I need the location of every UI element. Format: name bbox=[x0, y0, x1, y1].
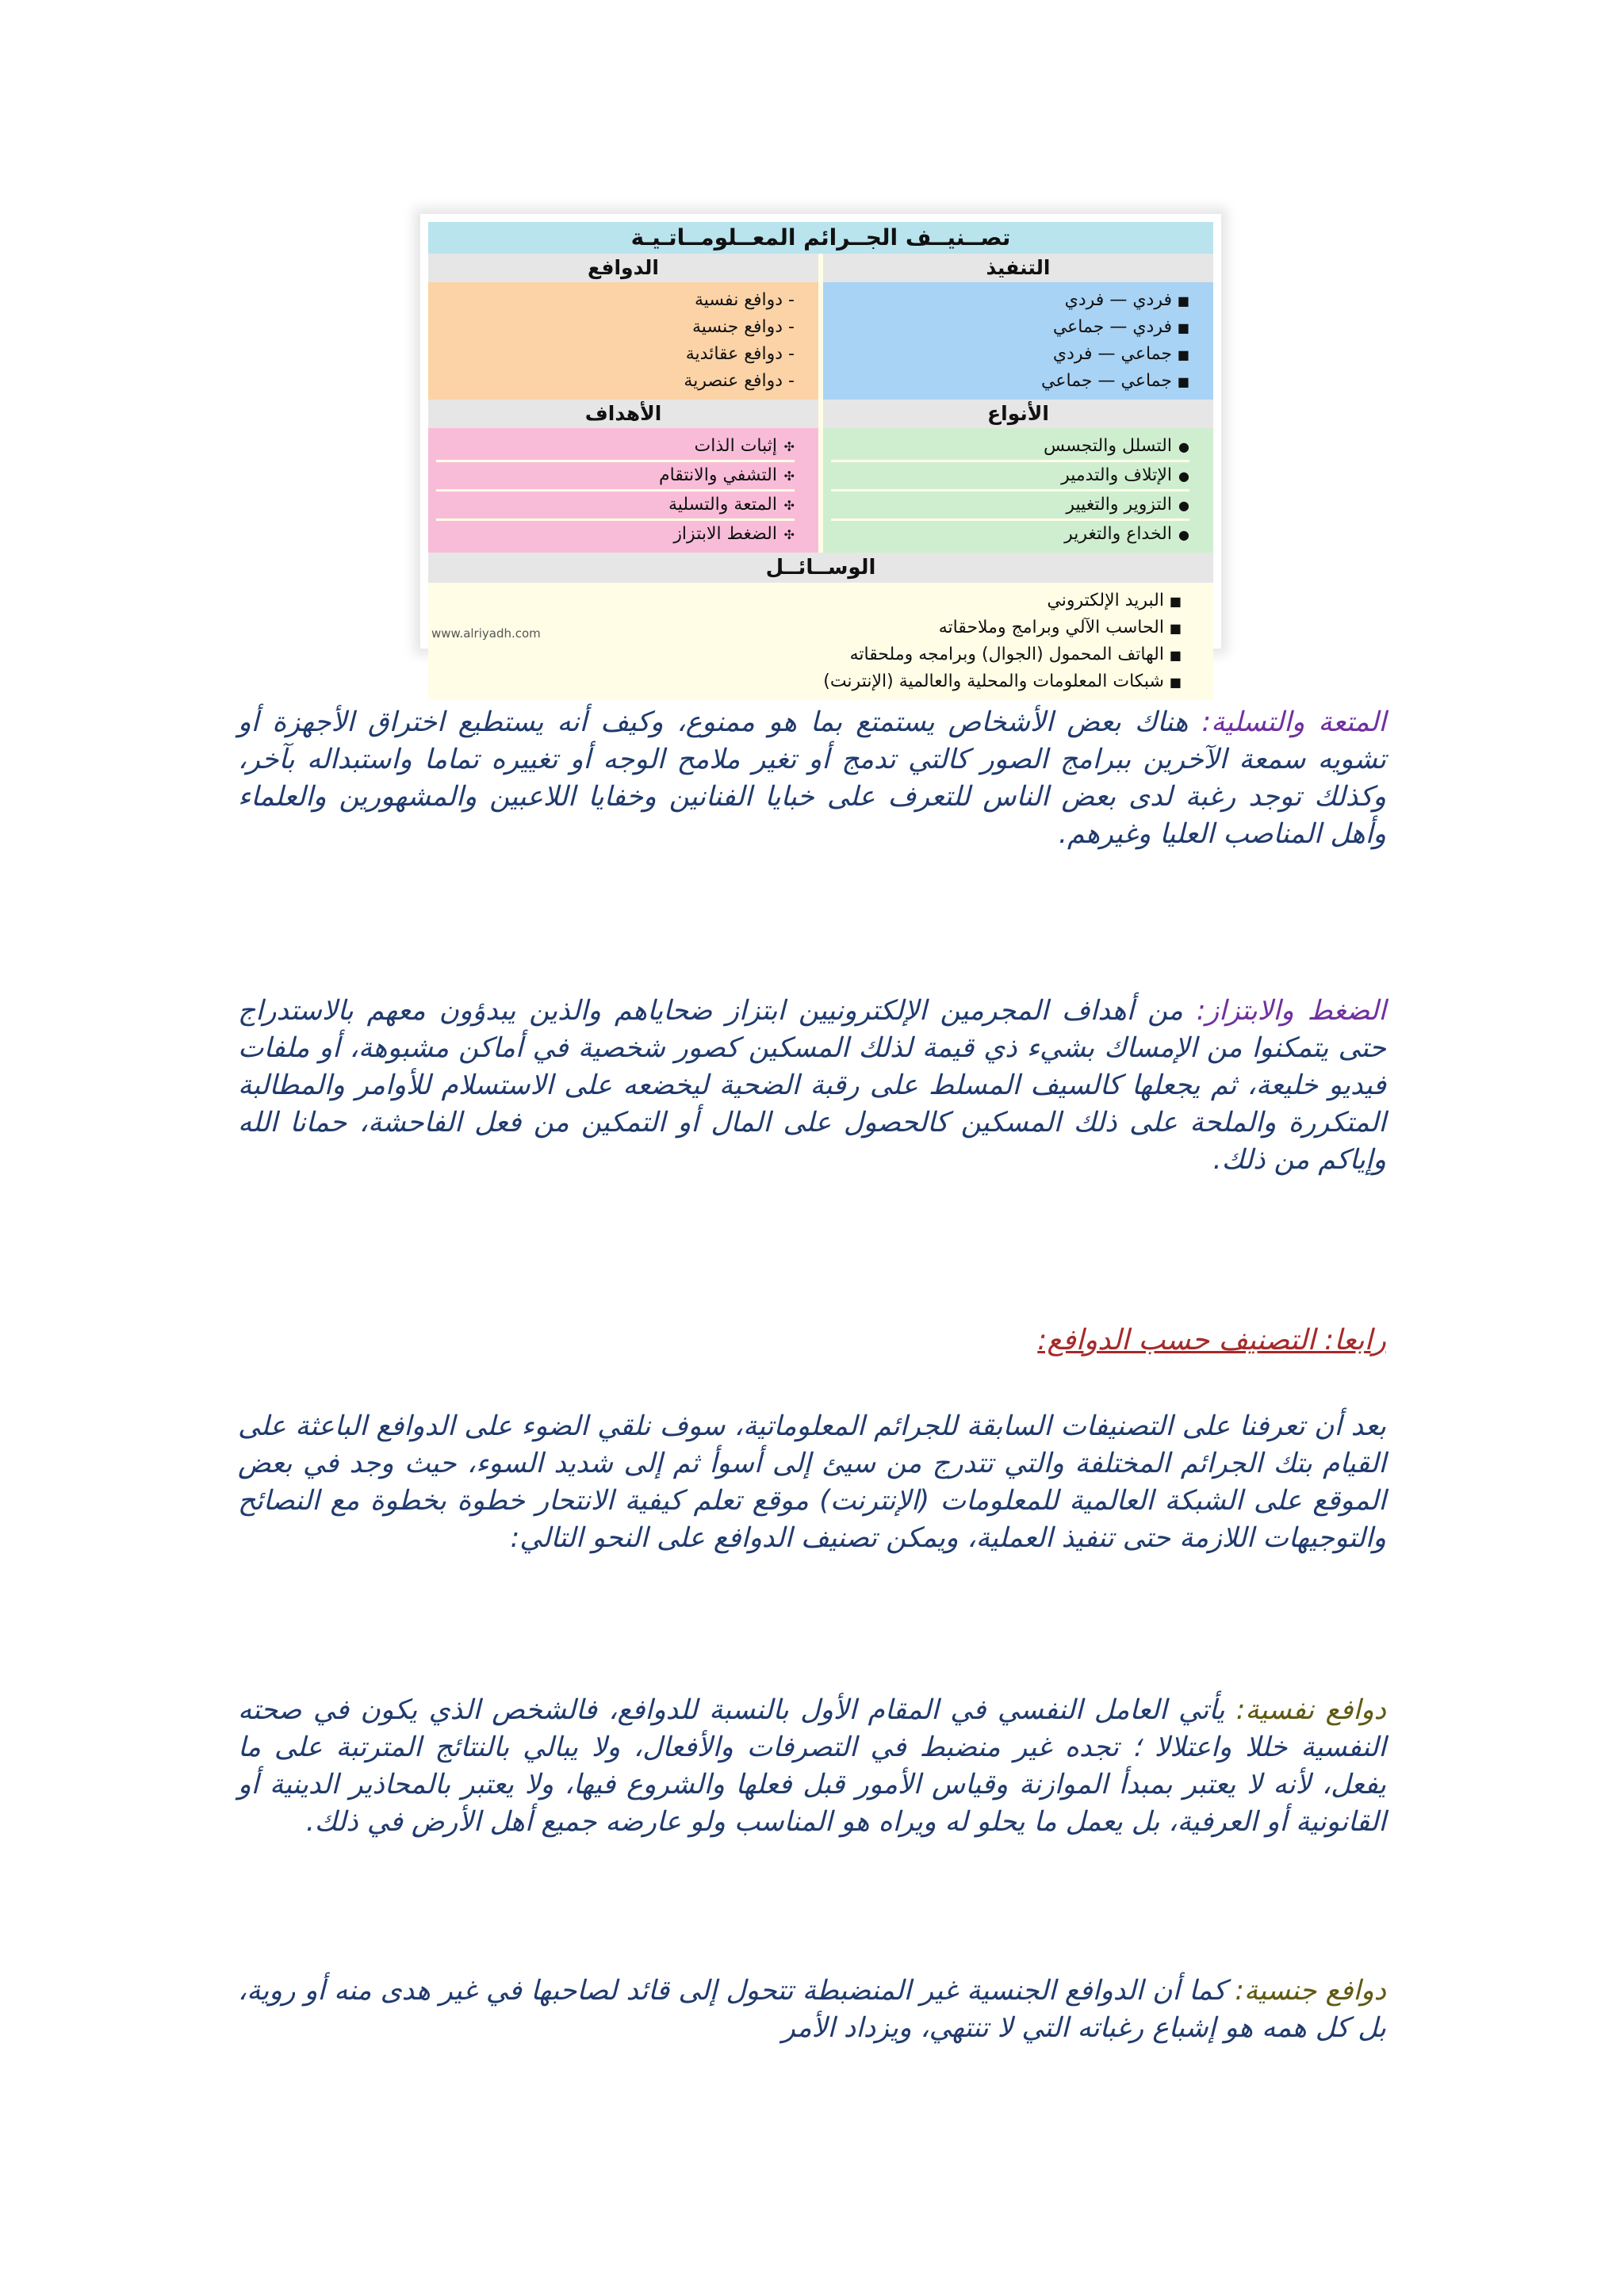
paragraph-body: هناك بعض الأشخاص يستمتع بما هو ممنوع، وكيف أنه يستطيع اختراق الأجهزة أو تشويه سمعة الآخرين ببرامج الصور كالتي تدمج أو تغير ملامح الوجه أو تغييره تماما واستبداله بآخر، وكذلك توجد رغبة لدى بعض الناس للتعرف على خبايا الفنانين وخفايا اللاعبين والمشهورين والعلماء وأهل المناصب العليا وغيرهم. bbox=[238, 706, 1386, 850]
paragraph-lead: دوافع نفسية: bbox=[1235, 1694, 1386, 1726]
motives-heading: الدوافع bbox=[428, 254, 818, 282]
paragraph-body: بعد أن تعرفنا على التصنيفات السابقة للجرائم المعلوماتية، سوف نلقي الضوء على الدوافع الباعثة على القيام بتك الجرائم المختلفة والتي تتدرج من سيئ إلى أسوأ ثم إلى شديد السوء، حيث وجد في بعض الموقع على الشبكة العالمية للمعلومات (الإنترنت) موقع تعلم كيفية الانتحار خطوة بخطوة مع النصائح والتوجيهات اللازمة حتى تنفيذ العملية، ويمكن تصنيف الدوافع على النحو التالي: bbox=[238, 1410, 1386, 1554]
list-item: ■فردي — فردي bbox=[831, 287, 1189, 314]
dot-bullet-icon: ● bbox=[1178, 439, 1189, 454]
square-bullet-icon: ■ bbox=[1177, 293, 1189, 308]
list-item: ■الهاتف المحمول (الجوال) وبرامجه وملحقاته bbox=[436, 641, 1182, 668]
list-item: ■البريد الإلكتروني bbox=[436, 587, 1182, 614]
list-item: ■فردي — جماعي bbox=[831, 314, 1189, 341]
figure-table bbox=[428, 222, 1213, 691]
execution-heading: التنفيذ bbox=[823, 254, 1213, 282]
figure-row-2 bbox=[428, 400, 1213, 553]
square-bullet-icon: ■ bbox=[1177, 347, 1189, 362]
paragraph-lead: دوافع جنسية: bbox=[1235, 1975, 1386, 2007]
list-item: ●الإتلاف والتدمير bbox=[831, 460, 1189, 489]
dot-bullet-icon: ● bbox=[1178, 498, 1189, 513]
list-item: ■شبكات المعلومات والمحلية والعالمية (الإنترنت) bbox=[436, 668, 1182, 695]
paragraph-lead: الضغط والابتزاز: bbox=[1196, 995, 1387, 1027]
goals-cell bbox=[428, 400, 823, 553]
list-item: - دوافع نفسية bbox=[695, 290, 795, 310]
list-item: ●الخداع والتغرير bbox=[831, 519, 1189, 548]
cross-bullet-icon: ✣ bbox=[783, 469, 795, 484]
figure-watermark: www.alriyadh.com bbox=[431, 626, 541, 641]
types-cell bbox=[823, 400, 1213, 553]
list-item: ■جماعي — فردي bbox=[831, 341, 1189, 368]
goals-list bbox=[428, 428, 818, 553]
section-heading: رابعا: التصنيف حسب الدوافع: bbox=[1037, 1324, 1386, 1357]
dot-bullet-icon: ● bbox=[1178, 527, 1189, 542]
execution-cell bbox=[823, 254, 1213, 400]
cross-bullet-icon: ✣ bbox=[783, 498, 795, 513]
list-item: ✣المتعة والتسلية bbox=[436, 489, 795, 519]
paragraph-body: من أهداف المجرمين الإلكترونيين ابتزاز ضحاياهم والذين يبدؤون معهم بالاستدراج حتى يتمكنوا من الإمساك بشيء ذي قيمة لذلك المسكين كصور شخصية في أماكن مشبوهة، أو ملفات فيديو خليعة، ثم يجعلها كالسيف المسلط على رقبة الضحية ليخضعه على الاستسلام للأوامر والمطالبة المتكررة والملحة على ذلك المسكين كالحصول على المال أو التمكين من فعل الفاحشة، حمانا الله وإياكم من ذلك. bbox=[238, 995, 1386, 1176]
cross-bullet-icon: ✣ bbox=[783, 439, 795, 454]
paragraph-intro-motives bbox=[238, 1408, 1386, 1557]
square-bullet-icon: ■ bbox=[1169, 675, 1182, 690]
paragraph-psychological bbox=[238, 1692, 1386, 1841]
paragraph-lead: المتعة والتسلية: bbox=[1201, 706, 1386, 738]
list-item: ●التزوير والتغيير bbox=[831, 489, 1189, 519]
means-list bbox=[428, 583, 1213, 700]
dot-bullet-icon: ● bbox=[1178, 469, 1189, 484]
square-bullet-icon: ■ bbox=[1169, 594, 1182, 609]
list-item: - دوافع عقائدية bbox=[685, 344, 795, 364]
figure-row-1 bbox=[428, 254, 1213, 400]
types-heading: الأنواع bbox=[823, 400, 1213, 428]
cross-bullet-icon: ✣ bbox=[783, 527, 795, 542]
list-item: ■الحاسب الآلي وبرامج وملاحقاته bbox=[436, 614, 1182, 641]
classification-figure bbox=[420, 214, 1221, 691]
paragraph-entertainment bbox=[238, 704, 1386, 853]
square-bullet-icon: ■ bbox=[1177, 320, 1189, 335]
paragraph-extortion bbox=[238, 993, 1386, 1179]
execution-list bbox=[823, 282, 1213, 400]
list-item: ■جماعي — جماعي bbox=[831, 368, 1189, 395]
figure-title: تصــنيــف الجــرائم المعــلومــاتـيـة bbox=[428, 222, 1213, 254]
square-bullet-icon: ■ bbox=[1169, 621, 1182, 636]
list-item: ✣التشفي والانتقام bbox=[436, 460, 795, 489]
types-list bbox=[823, 428, 1213, 553]
square-bullet-icon: ■ bbox=[1169, 648, 1182, 663]
motives-cell bbox=[428, 254, 823, 400]
paragraph-body: كما أن الدوافع الجنسية غير المنضبطة تتحول إلى قائد لصاحبها في غير هدى منه أو روية، بل كل همه هو إشباع رغباته التي لا تنتهي، ويزداد الأمر bbox=[238, 1975, 1386, 2044]
list-item: ●التسلل والتجسس bbox=[831, 433, 1189, 460]
list-item: - دوافع جنسية bbox=[692, 317, 795, 337]
list-item: ✣إثبات الذات bbox=[436, 433, 795, 460]
list-item: - دوافع عنصرية bbox=[684, 371, 795, 391]
goals-heading: الأهداف bbox=[428, 400, 818, 428]
paragraph-sexual bbox=[238, 1973, 1386, 2047]
square-bullet-icon: ■ bbox=[1177, 374, 1189, 389]
means-heading: الوســائــل bbox=[428, 553, 1213, 583]
list-item: ✣الضغط الابتزاز bbox=[436, 519, 795, 548]
paragraph-body: يأتي العامل النفسي في المقام الأول بالنسبة للدوافع، فالشخص الذي يكون في صحته النفسية خللا واعتلالا ؛ تجده غير منضبط في التصرفات والأفعال، ولا يبالي بالنتائج المترتبة على ما يفعل، لأنه لا يعتبر بمبدأ الموازنة وقياس الأمور قبل فعلها والشروع فيها، ولا يعتبر بالمحاذير الدينية أو القانونية أو العرفية، بل يعمل ما يحلو له ويراه هو المناسب ولو عارضه جميع أهل الأرض في ذلك. bbox=[238, 1694, 1386, 1838]
motives-list bbox=[428, 282, 818, 400]
